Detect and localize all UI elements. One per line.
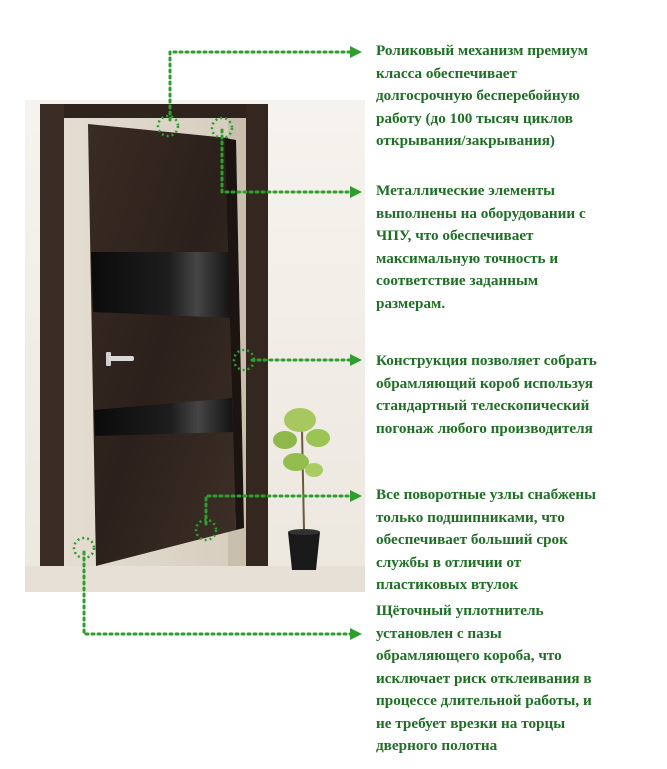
- callout-frame-construction: Конструкция позволяет собрать обрамляющий короб используя стандартный телескопический погонаж любого производителя: [376, 352, 597, 437]
- door-leaf: [88, 124, 244, 566]
- callout-bearings: Все поворотные узлы снабжены только подшипниками, что обеспечивает больший срок службы в отличии от пластиковых втулок: [376, 486, 597, 593]
- callout-brush-seal: Щёточный уплотнитель установлен с пазы обрамляющего короба, что исключает риск отклеивания в процессе длительной работы, и не требует врезки на торцы дверного полотна: [376, 602, 592, 754]
- callout-roller-mechanism: Роликовый механизм премиум класса обеспечивает долгосрочную бесперебойную работу (до 100 тысяч циклов открывания/закрывания): [376, 42, 589, 149]
- callout-metal-elements: Металлические элементы выполнены на оборудовании с ЧПУ, что обеспечивает максимальную точность и соответствие заданным размерам.: [376, 182, 586, 312]
